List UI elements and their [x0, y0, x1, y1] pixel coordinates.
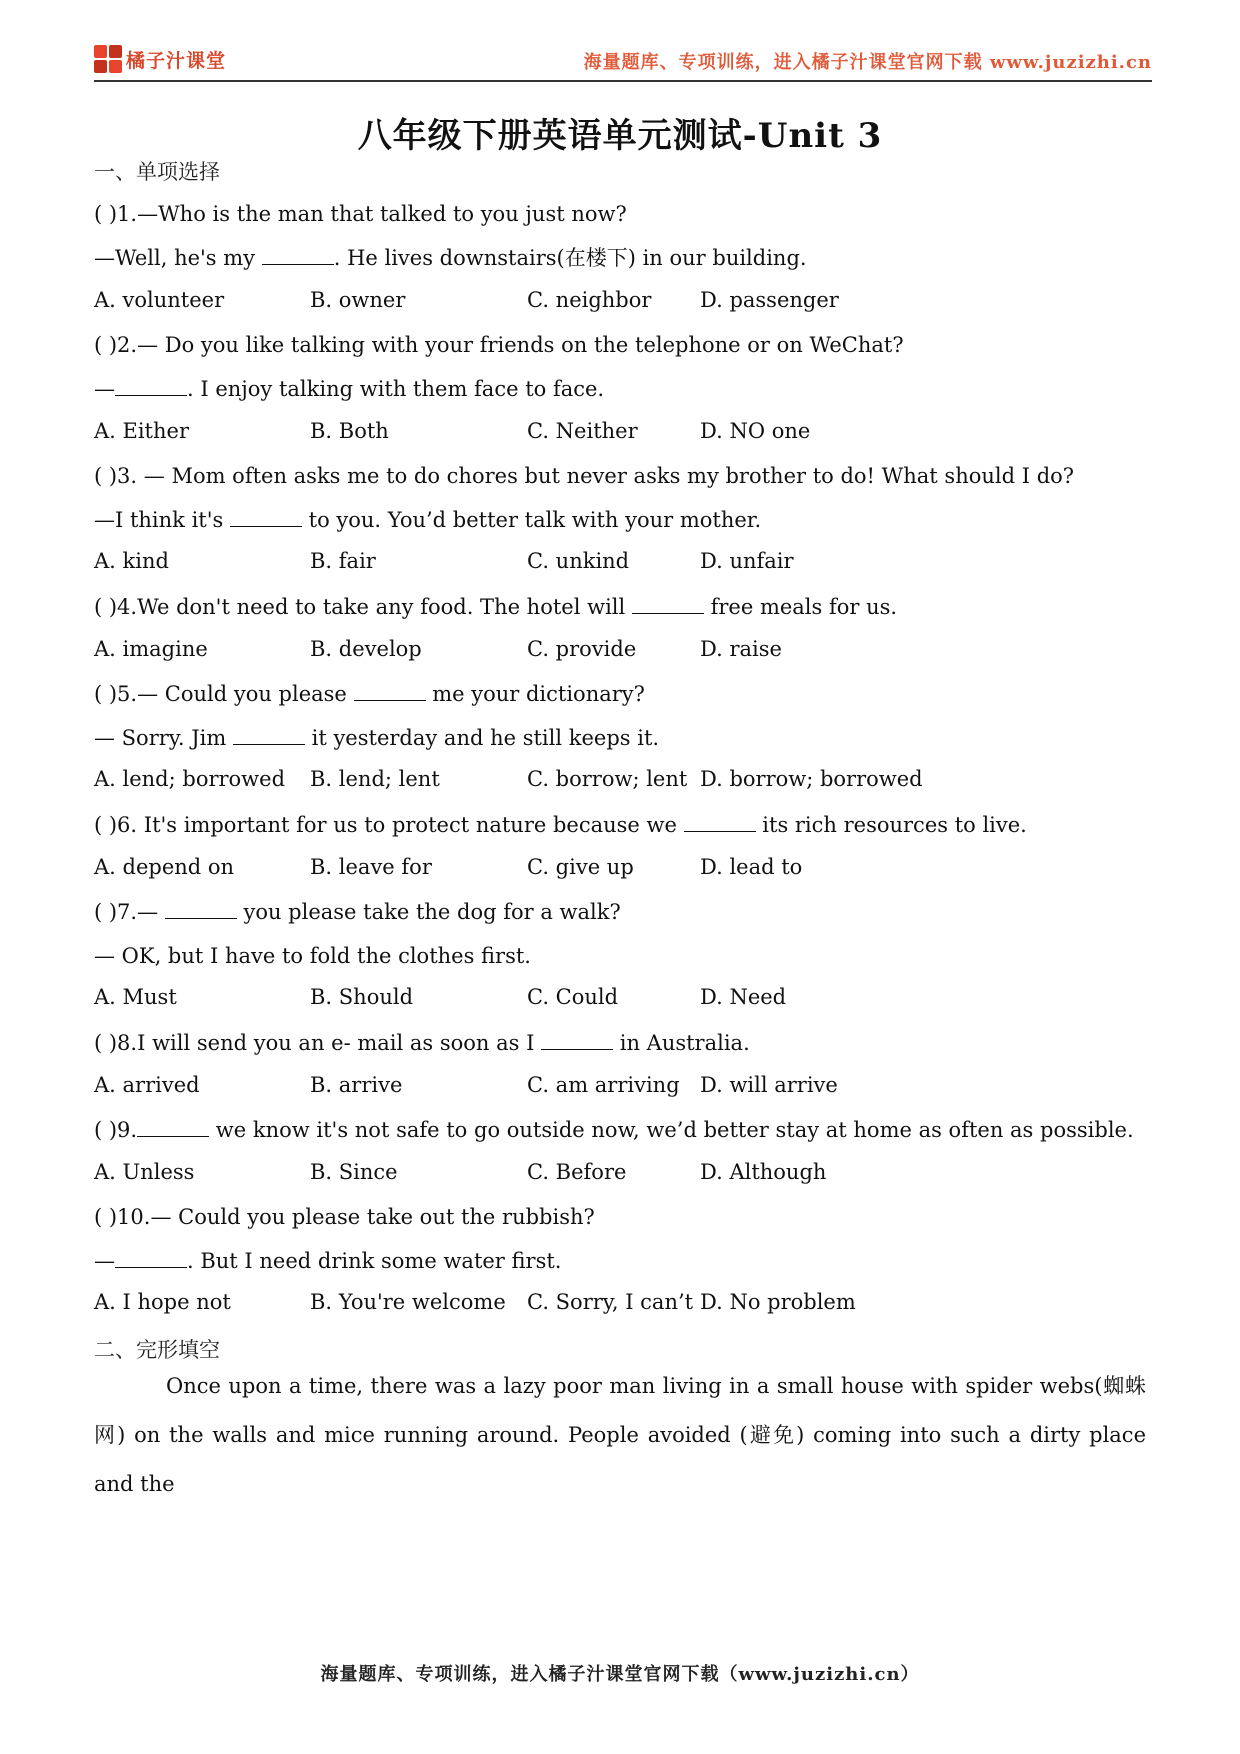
- option-b[interactable]: B. owner: [310, 288, 406, 312]
- question-9-stem: ( )9. we know it's not safe to go outside now, we’d better stay at home as often as possible.: [94, 1118, 1134, 1142]
- answer-blank[interactable]: [137, 1118, 209, 1137]
- answer-blank[interactable]: [684, 813, 756, 832]
- question-8-options: [94, 1073, 1094, 1101]
- option-b[interactable]: B. You're welcome: [310, 1290, 506, 1314]
- option-d[interactable]: D. No problem: [700, 1290, 856, 1314]
- option-c[interactable]: C. Sorry, I can’t: [527, 1290, 694, 1314]
- question-3-options: [94, 549, 1094, 577]
- option-b[interactable]: B. arrive: [310, 1073, 403, 1097]
- page-header: [94, 40, 1152, 82]
- question-9-options: [94, 1160, 1094, 1188]
- logo-text: 橘子汁课堂: [126, 49, 227, 72]
- question-7-line2: — OK, but I have to fold the clothes first.: [94, 944, 531, 968]
- answer-blank[interactable]: [115, 1249, 187, 1268]
- answer-blank[interactable]: [230, 508, 302, 527]
- option-c[interactable]: C. give up: [527, 855, 634, 879]
- question-10-stem: ( )10.— Could you please take out the rubbish?: [94, 1205, 595, 1229]
- option-d[interactable]: D. lead to: [700, 855, 803, 879]
- header-slogan: 海量题库、专项训练，进入橘子汁课堂官网下载 www.juzizhi.cn: [583, 52, 1152, 73]
- question-2-stem: ( )2.— Do you like talking with your friends on the telephone or on WeChat?: [94, 333, 904, 357]
- section-heading-2: 二、完形填空: [94, 1338, 220, 1362]
- option-a[interactable]: A. Unless: [94, 1160, 195, 1184]
- question-2-options: [94, 419, 1094, 447]
- logo: [94, 44, 226, 74]
- option-c[interactable]: C. am arriving: [527, 1073, 680, 1097]
- question-3-line2: —I think it's to you. You’d better talk with your mother.: [94, 508, 762, 532]
- option-a[interactable]: A. imagine: [94, 637, 208, 661]
- question-6-options: [94, 855, 1094, 883]
- question-1-options: [94, 288, 1094, 316]
- question-7-options: [94, 985, 1094, 1013]
- option-a[interactable]: A. lend; borrowed: [94, 767, 286, 791]
- page-title: 八年级下册英语单元测试-Unit 3: [357, 116, 883, 156]
- question-10-line2: — . But I need drink some water first.: [94, 1249, 562, 1273]
- option-b[interactable]: B. lend; lent: [310, 767, 440, 791]
- page-footer: 海量题库、专项训练，进入橘子汁课堂官网下载（www.juzizhi.cn）: [320, 1664, 920, 1685]
- option-d[interactable]: D. passenger: [700, 288, 839, 312]
- question-4-options: [94, 637, 1094, 665]
- option-d[interactable]: D. Although: [700, 1160, 827, 1184]
- option-b[interactable]: B. leave for: [310, 855, 432, 879]
- answer-blank[interactable]: [165, 900, 237, 919]
- answer-blank[interactable]: [354, 682, 426, 701]
- question-5-stem: ( )5.— Could you please me your dictionary?: [94, 682, 645, 706]
- question-10-options: [94, 1290, 1094, 1318]
- question-8-stem: ( )8.I will send you an e- mail as soon as I in Australia.: [94, 1031, 750, 1055]
- cloze-paragraph: Once upon a time, there was a lazy poor man living in a small house with spider webs(蜘蛛网) on the walls and mice running around. People avoided (避免) coming into such a dirty place and the: [94, 1374, 1146, 1496]
- option-b[interactable]: B. Since: [310, 1160, 398, 1184]
- option-a[interactable]: A. kind: [94, 549, 169, 573]
- logo-mark-icon: [94, 45, 122, 73]
- option-a[interactable]: A. Either: [94, 419, 189, 443]
- option-b[interactable]: B. Should: [310, 985, 414, 1009]
- question-5-line2: — Sorry. Jim it yesterday and he still keeps it.: [94, 726, 660, 750]
- option-a[interactable]: A. Must: [94, 985, 177, 1009]
- question-3-stem: ( )3. — Mom often asks me to do chores but never asks my brother to do! What should I do?: [94, 464, 1075, 488]
- option-b[interactable]: B. fair: [310, 549, 376, 573]
- option-c[interactable]: C. Neither: [527, 419, 638, 443]
- answer-blank[interactable]: [233, 726, 305, 745]
- option-d[interactable]: D. will arrive: [700, 1073, 838, 1097]
- option-b[interactable]: B. Both: [310, 419, 389, 443]
- question-4-stem: ( )4.We don't need to take any food. The hotel will free meals for us.: [94, 595, 898, 619]
- cloze-passage: [94, 1362, 1146, 1509]
- answer-blank[interactable]: [541, 1031, 613, 1050]
- option-d[interactable]: D. NO one: [700, 419, 811, 443]
- option-d[interactable]: D. borrow; borrowed: [700, 767, 923, 791]
- option-d[interactable]: D. Need: [700, 985, 787, 1009]
- option-a[interactable]: A. I hope not: [94, 1290, 231, 1314]
- question-7-stem: ( )7.— you please take the dog for a walk?: [94, 900, 621, 924]
- answer-blank[interactable]: [632, 595, 704, 614]
- question-2-line2: — . I enjoy talking with them face to face.: [94, 377, 605, 401]
- option-a[interactable]: A. depend on: [94, 855, 235, 879]
- option-d[interactable]: D. unfair: [700, 549, 794, 573]
- option-c[interactable]: C. Before: [527, 1160, 627, 1184]
- option-d[interactable]: D. raise: [700, 637, 782, 661]
- option-c[interactable]: C. neighbor: [527, 288, 652, 312]
- option-c[interactable]: C. borrow; lent: [527, 767, 688, 791]
- answer-blank[interactable]: [115, 377, 187, 396]
- option-c[interactable]: C. unkind: [527, 549, 630, 573]
- option-a[interactable]: A. volunteer: [94, 288, 225, 312]
- question-6-stem: ( )6. It's important for us to protect nature because we its rich resources to live.: [94, 813, 1027, 837]
- option-c[interactable]: C. provide: [527, 637, 637, 661]
- option-c[interactable]: C. Could: [527, 985, 619, 1009]
- section-heading-1: 一、单项选择: [94, 160, 220, 184]
- option-a[interactable]: A. arrived: [94, 1073, 200, 1097]
- question-5-options: [94, 767, 1094, 795]
- question-1-stem: ( )1.—Who is the man that talked to you just now?: [94, 202, 627, 226]
- option-b[interactable]: B. develop: [310, 637, 422, 661]
- answer-blank[interactable]: [262, 246, 334, 265]
- question-1-line2: —Well, he's my . He lives downstairs(在楼下) in our building.: [94, 246, 807, 270]
